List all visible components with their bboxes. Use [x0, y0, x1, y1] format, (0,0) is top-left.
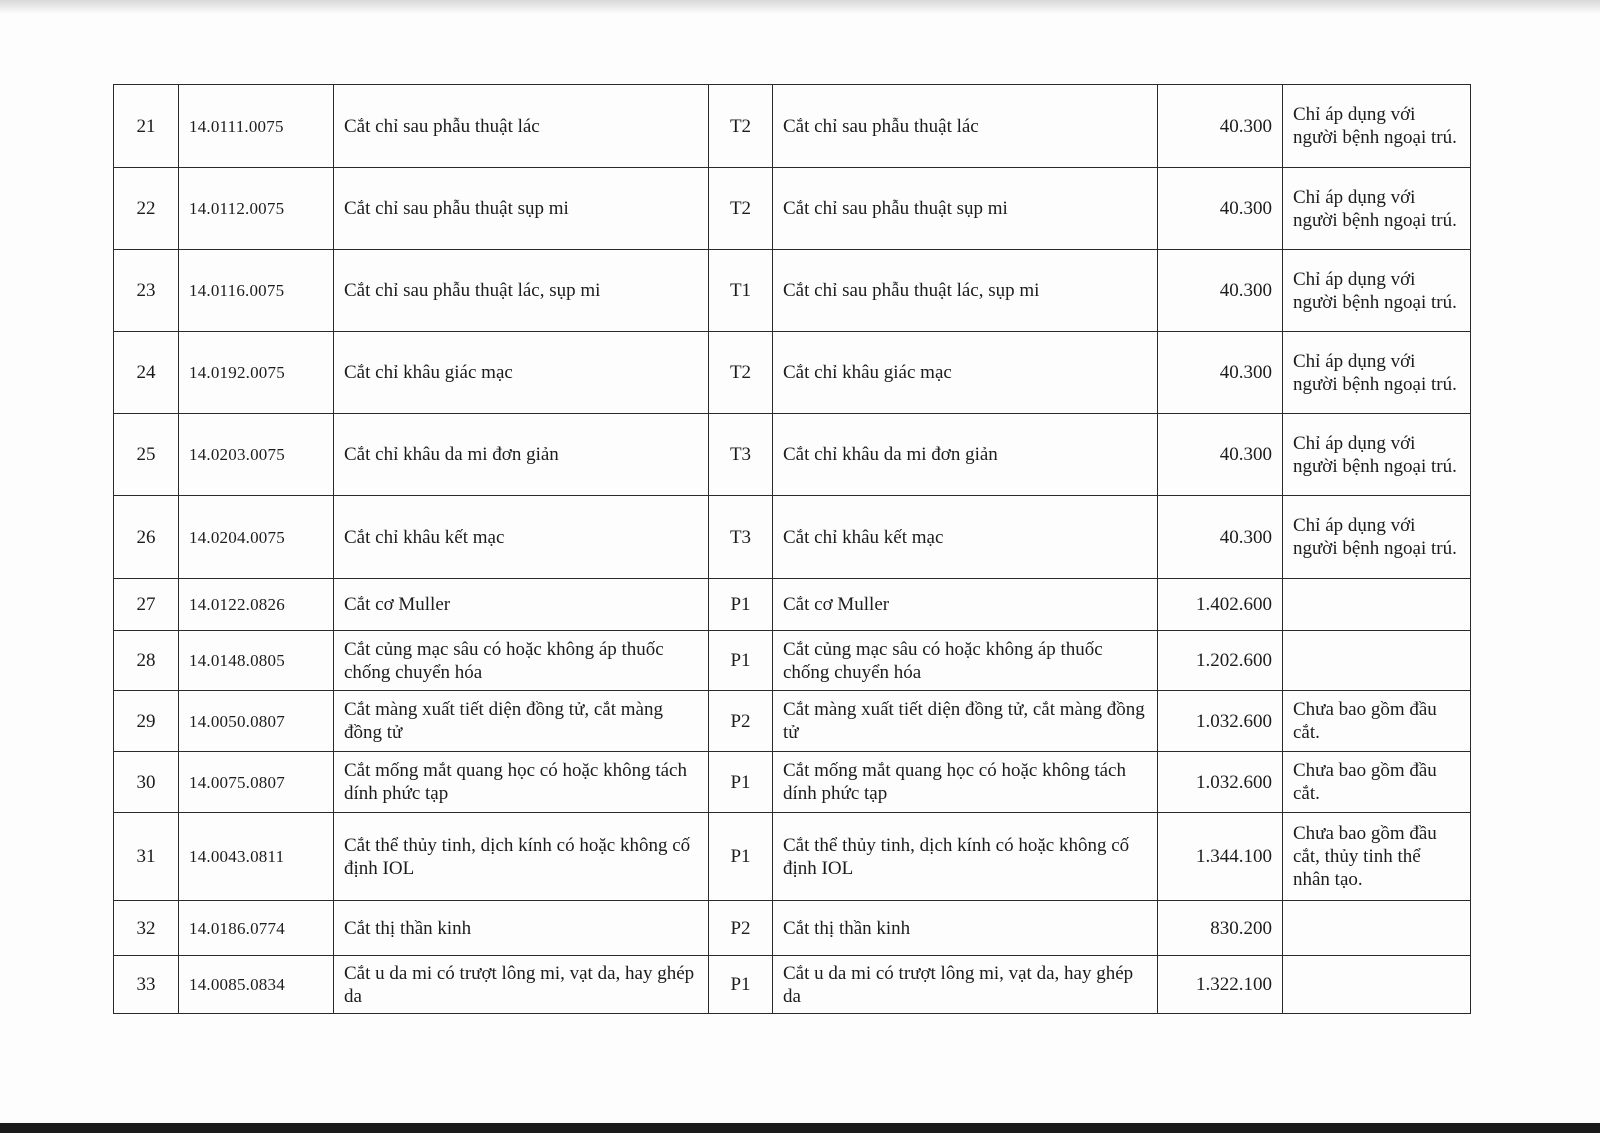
service-class: T2 [709, 85, 773, 168]
row-number: 32 [114, 901, 179, 956]
service-name-approved: Cắt mống mắt quang học có hoặc không tách dính phức tạp [773, 752, 1158, 813]
service-note: Chưa bao gồm đầu cắt. [1283, 691, 1471, 752]
service-class: P1 [709, 631, 773, 691]
row-number: 29 [114, 691, 179, 752]
service-class: T1 [709, 250, 773, 332]
service-note: Chưa bao gồm đầu cắt. [1283, 752, 1471, 813]
service-price: 1.032.600 [1158, 752, 1283, 813]
service-code: 14.0148.0805 [179, 631, 334, 691]
service-class: P1 [709, 752, 773, 813]
service-price: 40.300 [1158, 496, 1283, 579]
row-number: 22 [114, 168, 179, 250]
table-row [114, 332, 1471, 414]
service-class: T2 [709, 332, 773, 414]
table-row [114, 691, 1471, 752]
service-note: Chưa bao gồm đầu cắt, thủy tinh thể nhân tạo. [1283, 813, 1471, 901]
table-row [114, 496, 1471, 579]
service-note: Chỉ áp dụng với người bệnh ngoại trú. [1283, 250, 1471, 332]
service-class: T2 [709, 168, 773, 250]
service-price: 1.202.600 [1158, 631, 1283, 691]
service-code: 14.0112.0075 [179, 168, 334, 250]
table-row [114, 250, 1471, 332]
table-row [114, 901, 1471, 956]
service-code: 14.0111.0075 [179, 85, 334, 168]
service-name-approved: Cắt chỉ sau phẫu thuật lác, sụp mi [773, 250, 1158, 332]
service-class: P2 [709, 691, 773, 752]
service-price: 1.322.100 [1158, 956, 1283, 1014]
service-name: Cắt chỉ sau phẫu thuật lác, sụp mi [334, 250, 709, 332]
service-name: Cắt thị thần kinh [334, 901, 709, 956]
row-number: 24 [114, 332, 179, 414]
service-name-approved: Cắt chỉ sau phẫu thuật lác [773, 85, 1158, 168]
service-class: P1 [709, 813, 773, 901]
table-row [114, 752, 1471, 813]
service-note [1283, 901, 1471, 956]
row-number: 28 [114, 631, 179, 691]
service-name-approved: Cắt chỉ khâu kết mạc [773, 496, 1158, 579]
service-code: 14.0122.0826 [179, 579, 334, 631]
service-note [1283, 956, 1471, 1014]
service-price: 40.300 [1158, 414, 1283, 496]
service-price: 40.300 [1158, 250, 1283, 332]
service-note [1283, 579, 1471, 631]
row-number: 33 [114, 956, 179, 1014]
service-code: 14.0043.0811 [179, 813, 334, 901]
service-note: Chỉ áp dụng với người bệnh ngoại trú. [1283, 168, 1471, 250]
service-price-table [113, 84, 1471, 1014]
service-price: 40.300 [1158, 168, 1283, 250]
service-name-approved: Cắt củng mạc sâu có hoặc không áp thuốc chống chuyển hóa [773, 631, 1158, 691]
service-name-approved: Cắt chỉ khâu giác mạc [773, 332, 1158, 414]
service-note: Chỉ áp dụng với người bệnh ngoại trú. [1283, 85, 1471, 168]
service-name-approved: Cắt u da mi có trượt lông mi, vạt da, hay ghép da [773, 956, 1158, 1014]
service-class: P2 [709, 901, 773, 956]
service-name: Cắt củng mạc sâu có hoặc không áp thuốc chống chuyển hóa [334, 631, 709, 691]
service-class: T3 [709, 496, 773, 579]
service-code: 14.0075.0807 [179, 752, 334, 813]
service-name: Cắt màng xuất tiết diện đồng tử, cắt màng đồng tử [334, 691, 709, 752]
service-price: 1.032.600 [1158, 691, 1283, 752]
service-code: 14.0085.0834 [179, 956, 334, 1014]
table-row [114, 579, 1471, 631]
service-class: P1 [709, 956, 773, 1014]
service-code: 14.0116.0075 [179, 250, 334, 332]
service-note [1283, 631, 1471, 691]
service-name: Cắt chỉ khâu kết mạc [334, 496, 709, 579]
row-number: 30 [114, 752, 179, 813]
service-price: 1.402.600 [1158, 579, 1283, 631]
table-row [114, 631, 1471, 691]
service-name: Cắt mống mắt quang học có hoặc không tách dính phức tạp [334, 752, 709, 813]
service-code: 14.0186.0774 [179, 901, 334, 956]
service-name: Cắt chỉ sau phẫu thuật sụp mi [334, 168, 709, 250]
service-note: Chỉ áp dụng với người bệnh ngoại trú. [1283, 332, 1471, 414]
row-number: 25 [114, 414, 179, 496]
table-row [114, 168, 1471, 250]
service-code: 14.0203.0075 [179, 414, 334, 496]
service-name-approved: Cắt chỉ khâu da mi đơn giản [773, 414, 1158, 496]
service-note: Chỉ áp dụng với người bệnh ngoại trú. [1283, 414, 1471, 496]
scan-edge-top [0, 0, 1600, 14]
row-number: 27 [114, 579, 179, 631]
service-name: Cắt chỉ khâu giác mạc [334, 332, 709, 414]
table-row [114, 414, 1471, 496]
service-code: 14.0192.0075 [179, 332, 334, 414]
service-class: P1 [709, 579, 773, 631]
service-code: 14.0204.0075 [179, 496, 334, 579]
service-name: Cắt thể thủy tinh, dịch kính có hoặc không cố định IOL [334, 813, 709, 901]
service-name-approved: Cắt thể thủy tinh, dịch kính có hoặc không cố định IOL [773, 813, 1158, 901]
service-name-approved: Cắt cơ Muller [773, 579, 1158, 631]
service-price: 830.200 [1158, 901, 1283, 956]
service-code: 14.0050.0807 [179, 691, 334, 752]
row-number: 23 [114, 250, 179, 332]
service-price: 40.300 [1158, 332, 1283, 414]
service-price: 1.344.100 [1158, 813, 1283, 901]
service-name-approved: Cắt màng xuất tiết diện đồng tử, cắt màng đồng tử [773, 691, 1158, 752]
service-name-approved: Cắt chỉ sau phẫu thuật sụp mi [773, 168, 1158, 250]
service-name: Cắt chỉ khâu da mi đơn giản [334, 414, 709, 496]
service-name: Cắt chỉ sau phẫu thuật lác [334, 85, 709, 168]
service-name-approved: Cắt thị thần kinh [773, 901, 1158, 956]
row-number: 26 [114, 496, 179, 579]
service-name: Cắt u da mi có trượt lông mi, vạt da, hay ghép da [334, 956, 709, 1014]
row-number: 31 [114, 813, 179, 901]
table-row [114, 85, 1471, 168]
row-number: 21 [114, 85, 179, 168]
service-note: Chỉ áp dụng với người bệnh ngoại trú. [1283, 496, 1471, 579]
service-name: Cắt cơ Muller [334, 579, 709, 631]
service-price: 40.300 [1158, 85, 1283, 168]
scan-edge-bottom [0, 1123, 1600, 1133]
table-row [114, 956, 1471, 1014]
table-row [114, 813, 1471, 901]
service-class: T3 [709, 414, 773, 496]
